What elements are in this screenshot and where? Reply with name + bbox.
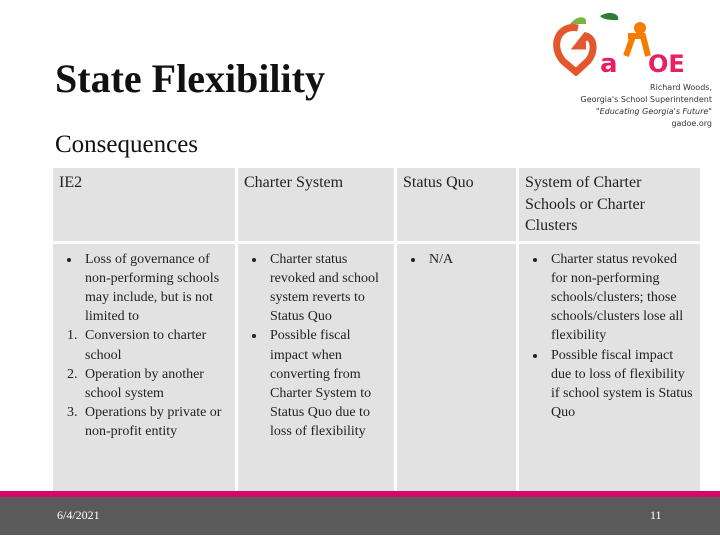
- table-row: [53, 244, 700, 493]
- logo-line: Georgia's School Superintendent: [580, 95, 712, 104]
- logo-caption: [581, 82, 712, 130]
- list-item: • Loss of governance of non-performing schools may include, but is not limited to: [81, 250, 229, 327]
- header-charter-system: Charter System: [238, 168, 394, 241]
- logo-line: gadoe.org: [671, 119, 712, 128]
- list-item: 2. Operation by another school system: [81, 365, 229, 403]
- consequences-table: [50, 165, 703, 496]
- list-item: • Possible fiscal impact when converting from Charter System to Status Quo due to loss of flexibility: [266, 326, 388, 441]
- cell-status-quo: [397, 244, 516, 493]
- footer-date: 6/4/2021: [57, 508, 100, 522]
- slide-title: State Flexibility: [55, 56, 325, 101]
- cell-charter-clusters: [519, 244, 700, 493]
- list-item: 3. Operations by private or non-profit entity: [81, 403, 229, 441]
- page-number: 11: [650, 508, 662, 522]
- header-status-quo: Status Quo: [397, 168, 516, 241]
- cell-charter-system: [238, 244, 394, 493]
- svg-text:a: a: [600, 49, 618, 76]
- logo-line: "Educating Georgia's Future": [595, 107, 712, 116]
- gadoe-logo: [548, 6, 718, 76]
- cell-ie2: [53, 244, 235, 493]
- svg-text:OE: OE: [648, 50, 685, 76]
- header-ie2: IE2: [53, 168, 235, 241]
- footer: [0, 497, 720, 535]
- list-item: • N/A: [425, 250, 510, 269]
- table-header-row: [53, 168, 700, 241]
- list-item: 1. Conversion to charter school: [81, 326, 229, 364]
- list-item: • Charter status revoked and school system reverts to Status Quo: [266, 250, 388, 327]
- list-item: • Possible fiscal impact due to loss of flexibility if school system is Status Quo: [547, 346, 694, 423]
- logo-line: Richard Woods,: [650, 83, 712, 92]
- header-charter-clusters: System of Charter Schools or Charter Clusters: [519, 168, 700, 241]
- list-item: • Charter status revoked for non-performing schools/clusters; those schools/clusters lose all flexibility: [547, 250, 694, 346]
- slide-subtitle: Consequences: [55, 131, 199, 158]
